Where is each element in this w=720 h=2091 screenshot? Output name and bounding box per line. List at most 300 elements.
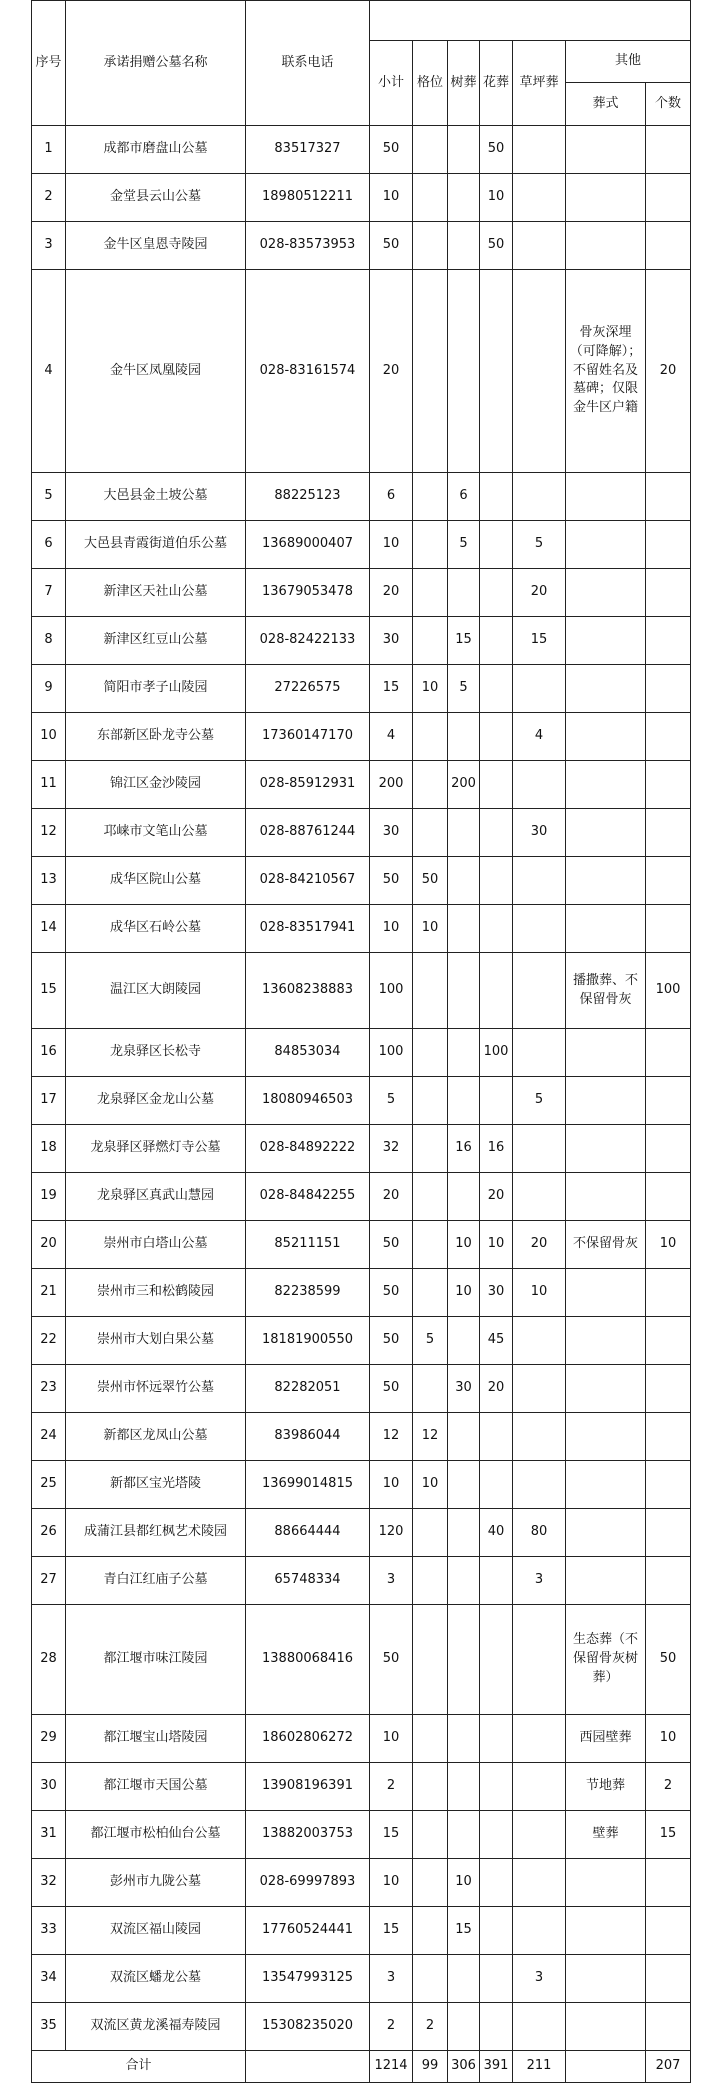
header-other: 其他 xyxy=(566,41,691,83)
row-lawn-burial xyxy=(513,1317,566,1365)
table-row xyxy=(32,1269,691,1317)
table-row xyxy=(32,1077,691,1125)
row-lawn-burial xyxy=(513,174,566,222)
row-index: 21 xyxy=(32,1269,66,1317)
row-tree-burial xyxy=(448,1077,480,1125)
row-count xyxy=(646,174,691,222)
row-niche xyxy=(413,1715,448,1763)
row-name: 成华区院山公墓 xyxy=(66,857,246,905)
header-flower-burial: 花葬 xyxy=(480,41,513,126)
table-row xyxy=(32,1763,691,1811)
row-flower-burial xyxy=(480,761,513,809)
row-count xyxy=(646,473,691,521)
total-phone-blank xyxy=(246,2051,370,2083)
row-index: 35 xyxy=(32,2003,66,2051)
row-name: 新津区红豆山公墓 xyxy=(66,617,246,665)
row-phone: 83986044 xyxy=(246,1413,370,1461)
row-index: 1 xyxy=(32,126,66,174)
table-row xyxy=(32,1461,691,1509)
row-flower-burial: 20 xyxy=(480,1173,513,1221)
row-index: 17 xyxy=(32,1077,66,1125)
row-tree-burial xyxy=(448,2003,480,2051)
row-niche: 10 xyxy=(413,1461,448,1509)
row-index: 22 xyxy=(32,1317,66,1365)
row-phone: 82282051 xyxy=(246,1365,370,1413)
row-flower-burial xyxy=(480,665,513,713)
row-subtotal: 6 xyxy=(370,473,413,521)
row-subtotal: 20 xyxy=(370,569,413,617)
row-tree-burial xyxy=(448,1715,480,1763)
row-burial-type xyxy=(566,1509,646,1557)
table-row xyxy=(32,1029,691,1077)
row-lawn-burial xyxy=(513,473,566,521)
row-flower-burial: 16 xyxy=(480,1125,513,1173)
row-index: 5 xyxy=(32,473,66,521)
row-burial-type xyxy=(566,713,646,761)
total-label: 合计 xyxy=(32,2051,246,2083)
row-index: 29 xyxy=(32,1715,66,1763)
row-phone: 18602806272 xyxy=(246,1715,370,1763)
total-burial-blank xyxy=(566,2051,646,2083)
total-niche: 99 xyxy=(413,2051,448,2083)
row-lawn-burial xyxy=(513,2003,566,2051)
row-index: 23 xyxy=(32,1365,66,1413)
row-phone: 028-84210567 xyxy=(246,857,370,905)
table-row xyxy=(32,1173,691,1221)
row-index: 30 xyxy=(32,1763,66,1811)
row-subtotal: 30 xyxy=(370,809,413,857)
row-index: 26 xyxy=(32,1509,66,1557)
row-burial-type xyxy=(566,1029,646,1077)
row-niche: 12 xyxy=(413,1413,448,1461)
row-burial-type xyxy=(566,521,646,569)
total-count: 207 xyxy=(646,2051,691,2083)
row-name: 温江区大朗陵园 xyxy=(66,953,246,1029)
table-row xyxy=(32,1715,691,1763)
row-count xyxy=(646,1317,691,1365)
row-burial-type xyxy=(566,174,646,222)
row-count xyxy=(646,1077,691,1125)
row-index: 6 xyxy=(32,521,66,569)
table-row xyxy=(32,905,691,953)
row-flower-burial xyxy=(480,1955,513,2003)
total-row xyxy=(32,2051,691,2083)
row-flower-burial xyxy=(480,905,513,953)
row-index: 15 xyxy=(32,953,66,1029)
table-body xyxy=(32,126,691,2051)
row-flower-burial: 50 xyxy=(480,126,513,174)
table-row xyxy=(32,713,691,761)
row-subtotal: 32 xyxy=(370,1125,413,1173)
row-niche xyxy=(413,1811,448,1859)
row-tree-burial xyxy=(448,1461,480,1509)
row-tree-burial xyxy=(448,1317,480,1365)
row-flower-burial xyxy=(480,1715,513,1763)
row-name: 成蒲江县都红枫艺术陵园 xyxy=(66,1509,246,1557)
row-phone: 18980512211 xyxy=(246,174,370,222)
row-niche xyxy=(413,1557,448,1605)
row-burial-type xyxy=(566,1413,646,1461)
header-burial-type: 葬式 xyxy=(566,83,646,126)
table-row xyxy=(32,1317,691,1365)
row-phone: 028-83517941 xyxy=(246,905,370,953)
row-name: 双流区黄龙溪福寿陵园 xyxy=(66,2003,246,2051)
row-niche xyxy=(413,569,448,617)
row-lawn-burial: 3 xyxy=(513,1557,566,1605)
row-subtotal: 120 xyxy=(370,1509,413,1557)
row-count xyxy=(646,713,691,761)
row-name: 邛崃市文笔山公墓 xyxy=(66,809,246,857)
row-subtotal: 50 xyxy=(370,126,413,174)
table-row xyxy=(32,617,691,665)
row-subtotal: 5 xyxy=(370,1077,413,1125)
row-name: 新津区天社山公墓 xyxy=(66,569,246,617)
table-row xyxy=(32,1907,691,1955)
row-niche xyxy=(413,126,448,174)
row-niche xyxy=(413,1221,448,1269)
table-row xyxy=(32,857,691,905)
row-subtotal: 15 xyxy=(370,665,413,713)
row-flower-burial xyxy=(480,1605,513,1715)
row-count xyxy=(646,1413,691,1461)
row-lawn-burial xyxy=(513,1461,566,1509)
row-lawn-burial xyxy=(513,1763,566,1811)
table-row xyxy=(32,1811,691,1859)
row-subtotal: 2 xyxy=(370,2003,413,2051)
row-tree-burial xyxy=(448,953,480,1029)
row-name: 都江堰市味江陵园 xyxy=(66,1605,246,1715)
row-name: 大邑县金土坡公墓 xyxy=(66,473,246,521)
row-lawn-burial: 10 xyxy=(513,1269,566,1317)
row-name: 成华区石岭公墓 xyxy=(66,905,246,953)
row-index: 9 xyxy=(32,665,66,713)
row-phone: 13689000407 xyxy=(246,521,370,569)
row-lawn-burial xyxy=(513,1173,566,1221)
row-index: 2 xyxy=(32,174,66,222)
row-burial-type xyxy=(566,1077,646,1125)
row-name: 龙泉驿区金龙山公墓 xyxy=(66,1077,246,1125)
row-flower-burial xyxy=(480,809,513,857)
row-index: 20 xyxy=(32,1221,66,1269)
row-lawn-burial xyxy=(513,1715,566,1763)
row-lawn-burial xyxy=(513,1811,566,1859)
row-tree-burial xyxy=(448,713,480,761)
table-row xyxy=(32,665,691,713)
table-row xyxy=(32,1557,691,1605)
row-count: 10 xyxy=(646,1221,691,1269)
row-niche: 5 xyxy=(413,1317,448,1365)
row-count: 2 xyxy=(646,1763,691,1811)
row-niche: 2 xyxy=(413,2003,448,2051)
row-tree-burial: 5 xyxy=(448,665,480,713)
row-flower-burial xyxy=(480,1907,513,1955)
row-lawn-burial xyxy=(513,665,566,713)
row-flower-burial xyxy=(480,1413,513,1461)
table-row xyxy=(32,1605,691,1715)
row-name: 都江堰市松柏仙台公墓 xyxy=(66,1811,246,1859)
row-subtotal: 2 xyxy=(370,1763,413,1811)
row-lawn-burial: 15 xyxy=(513,617,566,665)
row-count xyxy=(646,1859,691,1907)
row-count xyxy=(646,1461,691,1509)
row-flower-burial xyxy=(480,1557,513,1605)
row-lawn-burial xyxy=(513,905,566,953)
row-lawn-burial xyxy=(513,1365,566,1413)
row-flower-burial: 10 xyxy=(480,1221,513,1269)
row-lawn-burial xyxy=(513,270,566,473)
row-name: 金牛区皇恩寺陵园 xyxy=(66,222,246,270)
row-count xyxy=(646,665,691,713)
row-name: 双流区福山陵园 xyxy=(66,1907,246,1955)
row-subtotal: 3 xyxy=(370,1557,413,1605)
row-count xyxy=(646,126,691,174)
row-phone: 18181900550 xyxy=(246,1317,370,1365)
row-lawn-burial xyxy=(513,857,566,905)
row-count xyxy=(646,857,691,905)
row-burial-type xyxy=(566,1955,646,2003)
row-flower-burial: 10 xyxy=(480,174,513,222)
row-name: 都江堰宝山塔陵园 xyxy=(66,1715,246,1763)
row-phone: 27226575 xyxy=(246,665,370,713)
row-flower-burial xyxy=(480,617,513,665)
row-lawn-burial: 30 xyxy=(513,809,566,857)
row-tree-burial xyxy=(448,1955,480,2003)
row-burial-type xyxy=(566,1907,646,1955)
row-tree-burial xyxy=(448,1557,480,1605)
row-burial-type xyxy=(566,1365,646,1413)
row-lawn-burial: 4 xyxy=(513,713,566,761)
row-phone: 18080946503 xyxy=(246,1077,370,1125)
row-flower-burial xyxy=(480,1859,513,1907)
row-niche: 10 xyxy=(413,665,448,713)
table-row xyxy=(32,569,691,617)
row-count xyxy=(646,1173,691,1221)
row-count xyxy=(646,905,691,953)
header-niche: 格位 xyxy=(413,41,448,126)
row-burial-type: 壁葬 xyxy=(566,1811,646,1859)
row-phone: 85211151 xyxy=(246,1221,370,1269)
row-index: 31 xyxy=(32,1811,66,1859)
row-lawn-burial xyxy=(513,1413,566,1461)
row-subtotal: 100 xyxy=(370,953,413,1029)
row-flower-burial: 100 xyxy=(480,1029,513,1077)
row-burial-type: 生态葬（不保留骨灰树葬） xyxy=(566,1605,646,1715)
row-phone: 13547993125 xyxy=(246,1955,370,2003)
row-phone: 028-88761244 xyxy=(246,809,370,857)
table-row xyxy=(32,270,691,473)
row-name: 都江堰市天国公墓 xyxy=(66,1763,246,1811)
table-row xyxy=(32,1125,691,1173)
row-burial-type xyxy=(566,761,646,809)
row-lawn-burial: 5 xyxy=(513,1077,566,1125)
row-tree-burial xyxy=(448,1763,480,1811)
row-phone: 13882003753 xyxy=(246,1811,370,1859)
row-phone: 028-82422133 xyxy=(246,617,370,665)
row-count xyxy=(646,1365,691,1413)
table-row xyxy=(32,761,691,809)
row-count xyxy=(646,1125,691,1173)
row-burial-type xyxy=(566,1461,646,1509)
row-lawn-burial: 80 xyxy=(513,1509,566,1557)
row-name: 彭州市九陇公墓 xyxy=(66,1859,246,1907)
row-niche xyxy=(413,222,448,270)
row-index: 3 xyxy=(32,222,66,270)
row-burial-type: 骨灰深埋（可降解）；不留姓名及墓碑；仅限金牛区户籍 xyxy=(566,270,646,473)
row-phone: 84853034 xyxy=(246,1029,370,1077)
row-count xyxy=(646,1029,691,1077)
row-flower-burial xyxy=(480,270,513,473)
row-subtotal: 4 xyxy=(370,713,413,761)
row-subtotal: 50 xyxy=(370,857,413,905)
row-flower-burial xyxy=(480,473,513,521)
row-index: 4 xyxy=(32,270,66,473)
row-niche xyxy=(413,1763,448,1811)
row-phone: 88225123 xyxy=(246,473,370,521)
row-phone: 82238599 xyxy=(246,1269,370,1317)
row-burial-type xyxy=(566,1173,646,1221)
row-name: 崇州市三和松鹤陵园 xyxy=(66,1269,246,1317)
row-phone: 15308235020 xyxy=(246,2003,370,2051)
row-tree-burial xyxy=(448,857,480,905)
row-niche xyxy=(413,809,448,857)
row-count xyxy=(646,1955,691,2003)
row-tree-burial xyxy=(448,1173,480,1221)
header-lawn-burial: 草坪葬 xyxy=(513,41,566,126)
row-index: 19 xyxy=(32,1173,66,1221)
row-burial-type: 不保留骨灰 xyxy=(566,1221,646,1269)
total-subtotal: 1214 xyxy=(370,2051,413,2083)
row-index: 13 xyxy=(32,857,66,905)
row-phone: 13608238883 xyxy=(246,953,370,1029)
row-count xyxy=(646,1907,691,1955)
row-subtotal: 10 xyxy=(370,905,413,953)
table-row xyxy=(32,1413,691,1461)
row-subtotal: 3 xyxy=(370,1955,413,2003)
row-burial-type xyxy=(566,1859,646,1907)
row-flower-burial: 45 xyxy=(480,1317,513,1365)
row-tree-burial xyxy=(448,222,480,270)
row-flower-burial xyxy=(480,953,513,1029)
row-phone: 028-83161574 xyxy=(246,270,370,473)
header-blank-band xyxy=(370,1,691,41)
header-row-top xyxy=(32,1,691,41)
row-burial-type xyxy=(566,473,646,521)
row-subtotal: 20 xyxy=(370,1173,413,1221)
row-tree-burial xyxy=(448,1605,480,1715)
row-count xyxy=(646,521,691,569)
header-count: 个数 xyxy=(646,83,691,126)
row-index: 11 xyxy=(32,761,66,809)
row-tree-burial: 15 xyxy=(448,617,480,665)
row-tree-burial: 30 xyxy=(448,1365,480,1413)
row-index: 10 xyxy=(32,713,66,761)
row-index: 7 xyxy=(32,569,66,617)
row-flower-burial xyxy=(480,1461,513,1509)
row-tree-burial xyxy=(448,569,480,617)
row-niche xyxy=(413,1077,448,1125)
row-subtotal: 10 xyxy=(370,521,413,569)
row-tree-burial: 10 xyxy=(448,1221,480,1269)
row-name: 金牛区凤凰陵园 xyxy=(66,270,246,473)
row-tree-burial: 10 xyxy=(448,1269,480,1317)
row-lawn-burial: 3 xyxy=(513,1955,566,2003)
row-tree-burial xyxy=(448,1413,480,1461)
row-tree-burial: 16 xyxy=(448,1125,480,1173)
row-niche xyxy=(413,1509,448,1557)
row-lawn-burial xyxy=(513,222,566,270)
row-index: 24 xyxy=(32,1413,66,1461)
row-flower-burial xyxy=(480,857,513,905)
row-phone: 13679053478 xyxy=(246,569,370,617)
row-name: 大邑县青霞街道伯乐公墓 xyxy=(66,521,246,569)
row-name: 双流区蟠龙公墓 xyxy=(66,1955,246,2003)
row-index: 12 xyxy=(32,809,66,857)
row-lawn-burial xyxy=(513,1125,566,1173)
row-burial-type: 西园壁葬 xyxy=(566,1715,646,1763)
table-row xyxy=(32,174,691,222)
total-flower: 391 xyxy=(480,2051,513,2083)
row-count xyxy=(646,1557,691,1605)
table-row xyxy=(32,1221,691,1269)
row-niche xyxy=(413,761,448,809)
row-name: 简阳市孝子山陵园 xyxy=(66,665,246,713)
row-tree-burial xyxy=(448,809,480,857)
donation-table-sheet xyxy=(31,0,691,2083)
row-subtotal: 200 xyxy=(370,761,413,809)
table-row xyxy=(32,521,691,569)
row-count: 100 xyxy=(646,953,691,1029)
row-name: 龙泉驿区长松寺 xyxy=(66,1029,246,1077)
row-name: 龙泉驿区驿燃灯寺公墓 xyxy=(66,1125,246,1173)
row-phone: 028-84842255 xyxy=(246,1173,370,1221)
table-row xyxy=(32,126,691,174)
row-tree-burial: 10 xyxy=(448,1859,480,1907)
row-phone: 13908196391 xyxy=(246,1763,370,1811)
row-lawn-burial xyxy=(513,761,566,809)
row-tree-burial: 15 xyxy=(448,1907,480,1955)
row-niche xyxy=(413,521,448,569)
header-subtotal: 小计 xyxy=(370,41,413,126)
table-row xyxy=(32,953,691,1029)
row-lawn-burial: 5 xyxy=(513,521,566,569)
row-burial-type xyxy=(566,222,646,270)
row-tree-burial: 6 xyxy=(448,473,480,521)
row-flower-burial xyxy=(480,2003,513,2051)
row-phone: 88664444 xyxy=(246,1509,370,1557)
row-burial-type xyxy=(566,126,646,174)
header-tree-burial: 树葬 xyxy=(448,41,480,126)
row-flower-burial xyxy=(480,569,513,617)
table-row xyxy=(32,2003,691,2051)
header-name: 承诺捐赠公墓名称 xyxy=(66,1,246,126)
table-row xyxy=(32,473,691,521)
row-niche xyxy=(413,1173,448,1221)
row-count: 10 xyxy=(646,1715,691,1763)
row-lawn-burial xyxy=(513,953,566,1029)
row-tree-burial xyxy=(448,905,480,953)
row-flower-burial: 40 xyxy=(480,1509,513,1557)
row-niche xyxy=(413,473,448,521)
row-count: 50 xyxy=(646,1605,691,1715)
row-count: 15 xyxy=(646,1811,691,1859)
row-phone: 028-83573953 xyxy=(246,222,370,270)
table-row xyxy=(32,809,691,857)
row-subtotal: 15 xyxy=(370,1811,413,1859)
row-phone: 13699014815 xyxy=(246,1461,370,1509)
row-niche xyxy=(413,270,448,473)
row-niche xyxy=(413,1125,448,1173)
row-subtotal: 50 xyxy=(370,1365,413,1413)
